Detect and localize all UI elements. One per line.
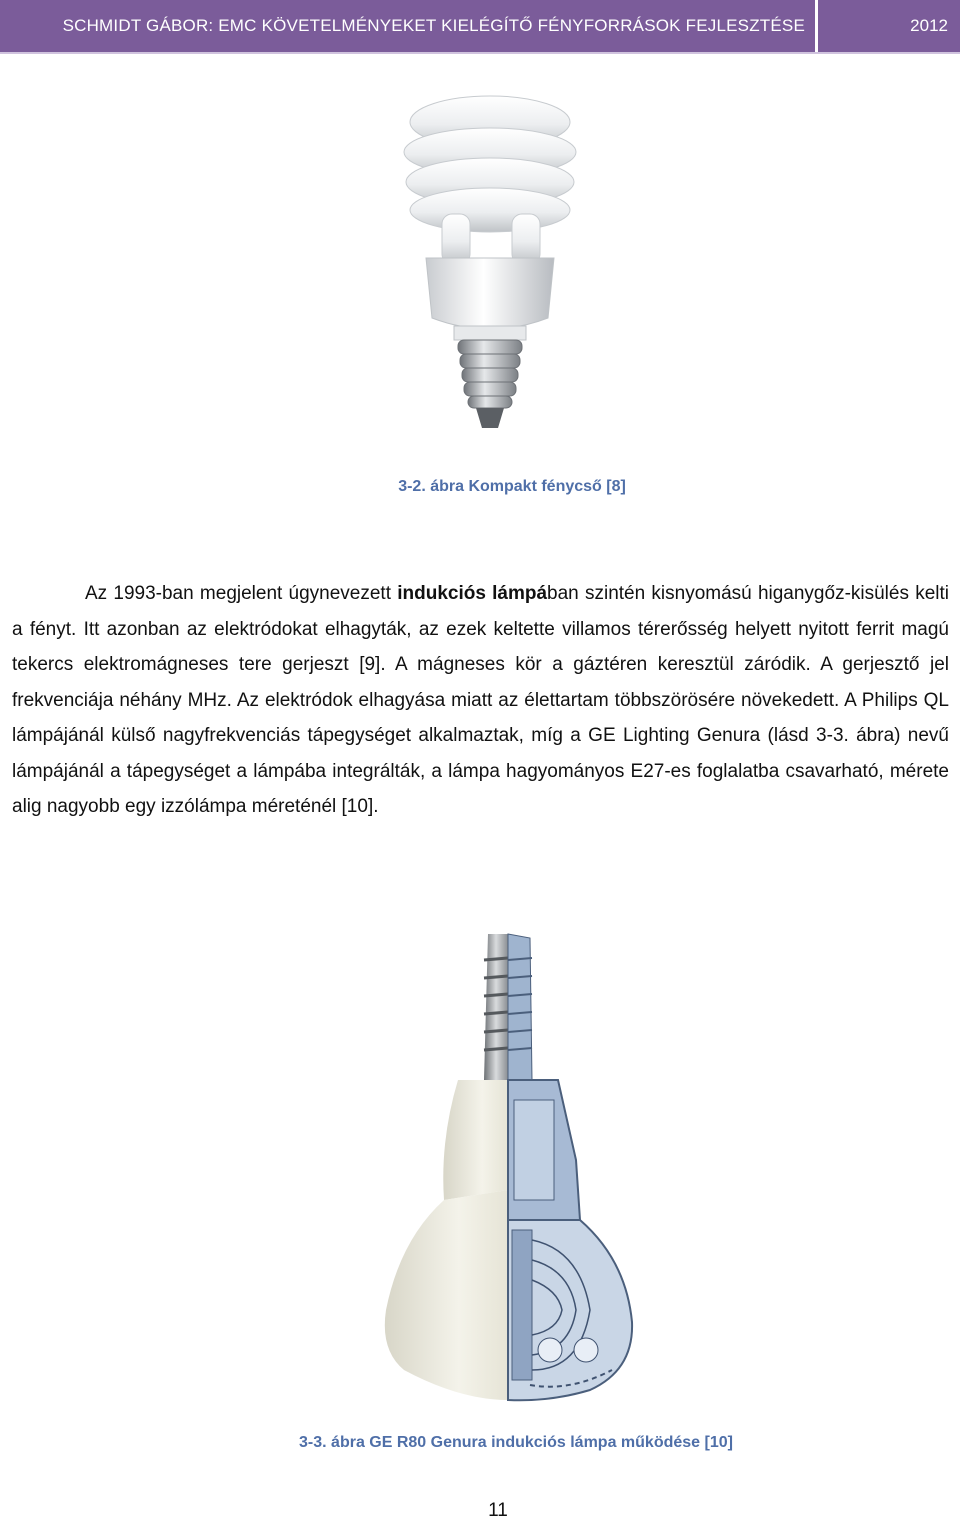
body-paragraph — [12, 576, 949, 825]
induction-lamp-cutaway-image — [380, 930, 640, 1420]
paragraph-text-rest: ban szintén kisnyomású higanygőz-kisülés kelti a fényt. Itt azonban az elektródokat elhagyták, az ezek keltette villamos térerősség helyett nyitott ferrit magú tekercs elektromágneses tere gerjeszt [9]. A mágneses kör a gáztéren keresztül záródik. A gerjesztő jel frekvenciája néhány MHz. Az elektródok elhagyása miatt az élettartam többszörösére növekedett. A Philips QL lámpájánál külső nagyfrekvenciás tápegységet alkalmaztak, míg a GE Lighting Genura (lásd 3-3. ábra) nevű lámpájánál a tápegységet a lámpába integrálták, a lámpa hagyományos E27-es foglalatba csavarható, mérete alig nagyobb egy izzólámpa méreténél [10]. — [12, 583, 949, 817]
page-header — [0, 0, 960, 52]
header-title: SCHMIDT GÁBOR: EMC KÖVETELMÉNYEKET KIELÉGÍTŐ FÉNYFORRÁSOK FEJLESZTÉSE — [0, 0, 815, 52]
paragraph-text-start: Az 1993-ban megjelent úgynevezett — [85, 583, 398, 604]
bold-term: indukciós lámpá — [397, 583, 548, 604]
figure-caption: 3-3. ábra GE R80 Genura indukciós lámpa működése [10] — [299, 1434, 733, 1451]
header-year: 2012 — [818, 0, 960, 52]
compact-fluorescent-lamp-image — [380, 78, 600, 438]
header-rule — [0, 52, 960, 54]
figure-caption: 3-2. ábra Kompakt fénycső [8] — [398, 478, 626, 495]
page-number: 11 — [488, 1500, 508, 1521]
